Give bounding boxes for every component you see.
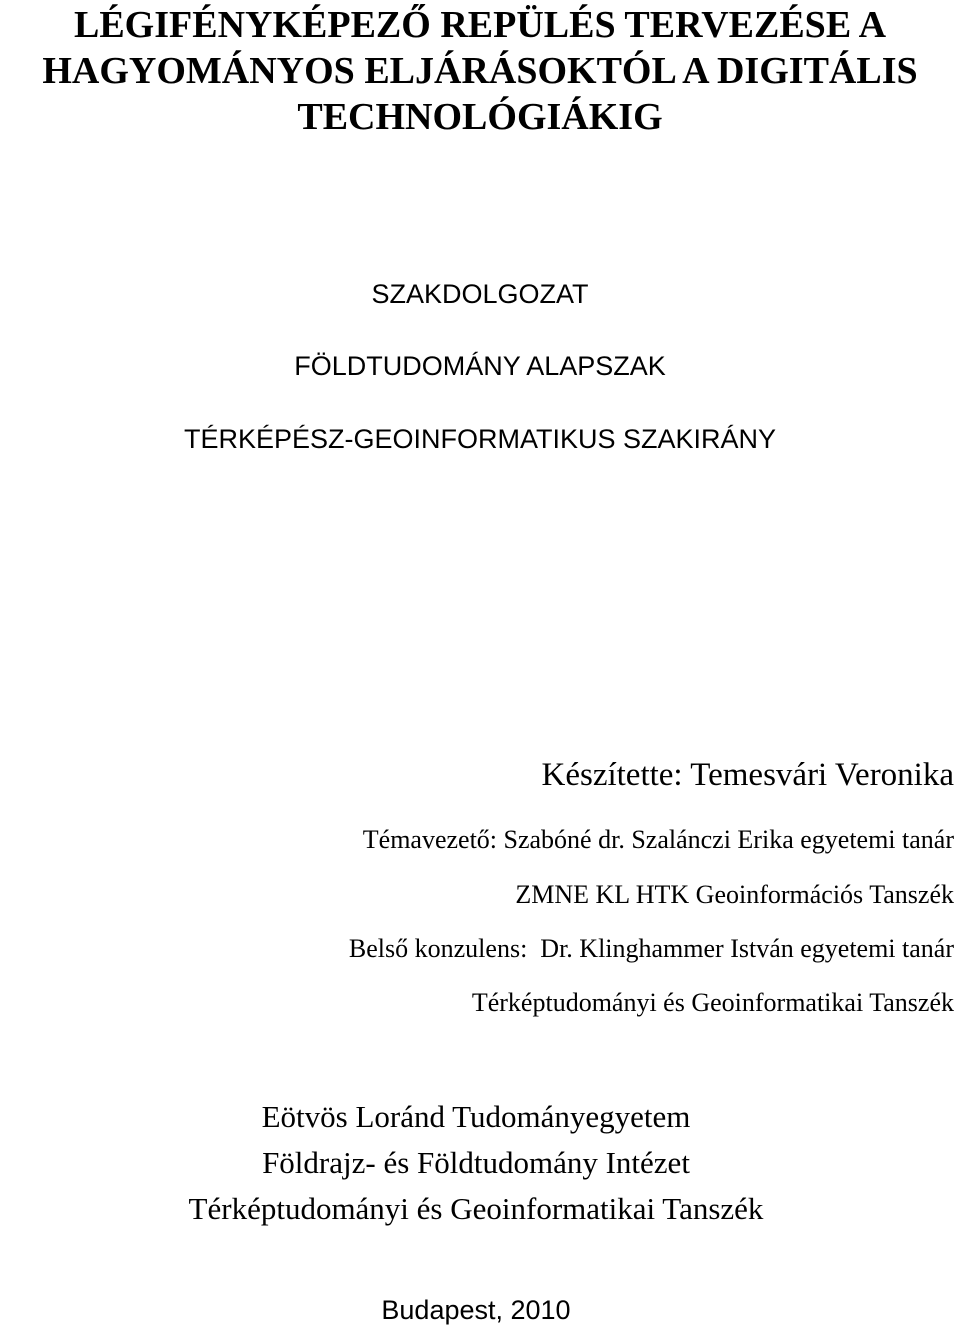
thesis-type: SZAKDOLGOZAT: [371, 279, 589, 309]
thesis-specialization: TÉRKÉPÉSZ-GEOINFORMATIKUS SZAKIRÁNY: [183, 424, 777, 454]
internal-advisor-line: Belső konzulens: Dr. Klinghammer István egyetemi tanár: [348, 934, 954, 963]
document-title: [0, 2, 960, 140]
institution-institute: Földrajz- és Földtudomány Intézet: [262, 1145, 690, 1180]
institution-university: Eötvös Loránd Tudományegyetem: [261, 1099, 691, 1134]
title-line-1: LÉGIFÉNYKÉPEZŐ REPÜLÉS TERVEZÉSE A: [73, 4, 887, 46]
supervisor-line: Témavezető: Szabóné dr. Szalánczi Erika egyetemi tanár: [362, 825, 954, 854]
author-line: Készítette: Temesvári Veronika: [541, 757, 954, 793]
institution-block: [0, 1094, 952, 1232]
internal-advisor-department: Térképtudományi és Geoinformatikai Tanszék: [471, 988, 954, 1017]
title-line-2: HAGYOMÁNYOS ELJÁRÁSOKTÓL A DIGITÁLIS: [42, 50, 918, 92]
thesis-program: FÖLDTUDOMÁNY ALAPSZAK: [294, 351, 666, 381]
supervisor-department: ZMNE KL HTK Geoinformációs Tanszék: [515, 880, 954, 909]
place-and-year: Budapest, 2010: [381, 1295, 571, 1325]
institution-department: Térképtudományi és Geoinformatikai Tanszék: [188, 1191, 764, 1226]
title-line-3: TECHNOLÓGIÁKIG: [297, 96, 663, 138]
